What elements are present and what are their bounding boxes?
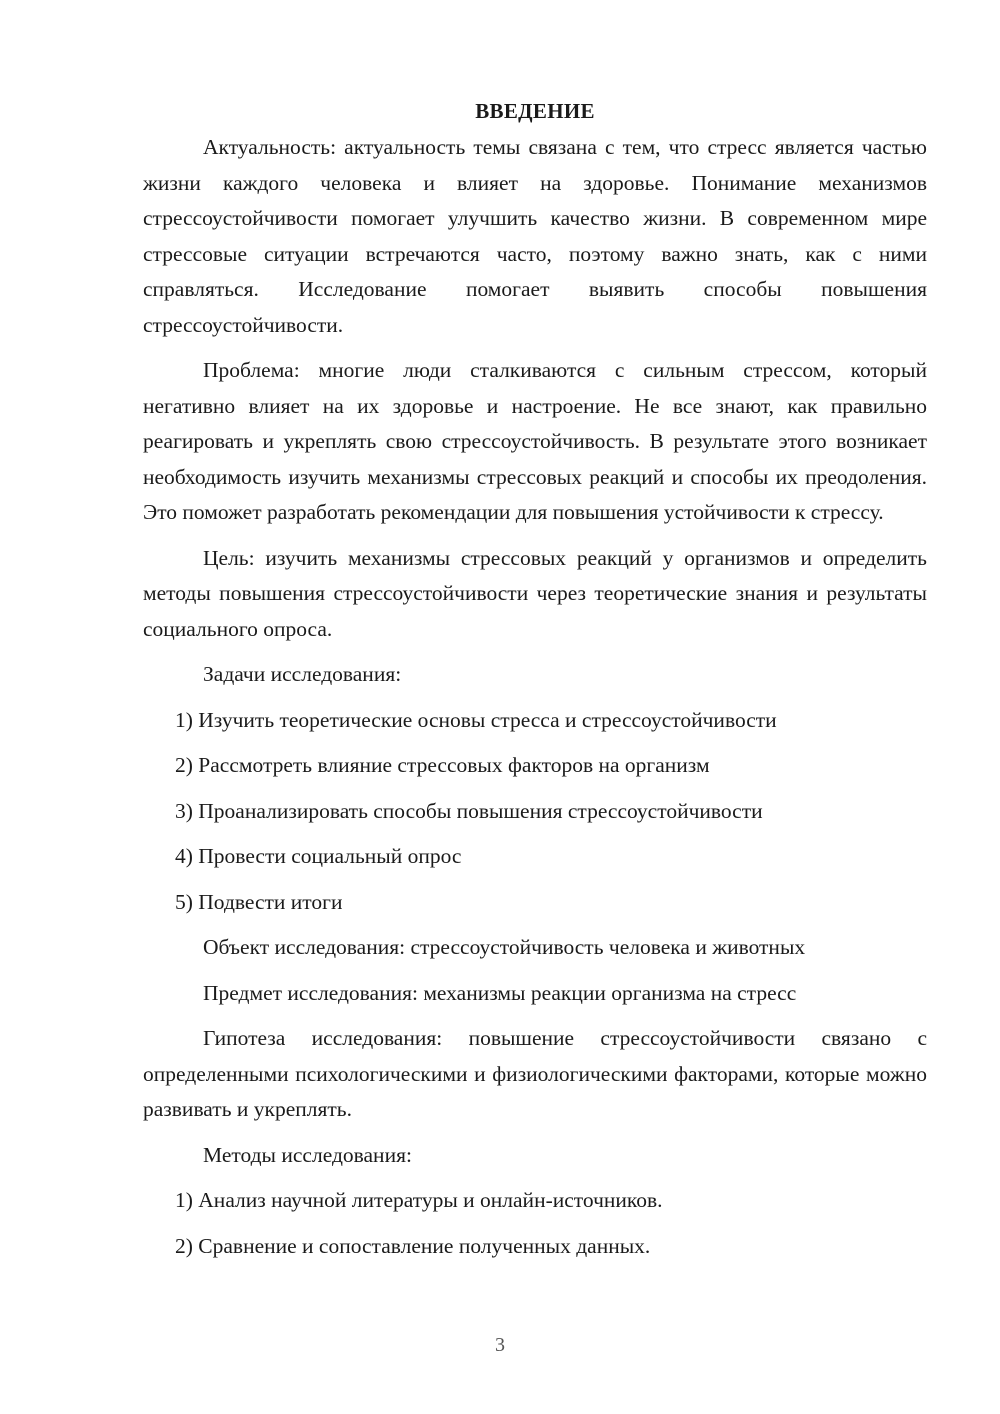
list-item: 5) Подвести итоги [175,889,343,914]
list-item: 4) Провести социальный опрос [175,844,462,868]
methods-list [143,1183,927,1264]
tasks-list [143,703,927,921]
section-title: ВВЕДЕНИЕ [475,99,595,123]
list-item: 1) Изучить теоретические основы стресса и стрессоустойчивости [175,707,777,732]
methods-heading: Методы исследования: [203,1142,412,1167]
object-line: Объект исследования: стрессоустойчивость человека и животных [203,935,806,959]
relevance-paragraph: Актуальность: актуальность темы связана с тем, что стресс является частью жизни каждого человека и влияет на здоровье. Понимание механизмов стрессоустойчивости помогает улучшить качество жизни. В современном мире стрессовые ситуации встречаются часто, поэтому важно знать, как с ними справляться. Исследование помогает выявить способы повышения стрессоустойчивости. [143,135,927,337]
document-page [143,96,927,1274]
page-number: 3 [495,1334,505,1356]
tasks-heading: Задачи исследования: [203,662,402,686]
problem-paragraph: Проблема: многие люди сталкиваются с сильным стрессом, который негативно влияет на их здоровье и настроение. Не все знают, как правильно реагировать и укреплять свою стрессоустойчивость. В результате этого возникает необходимость изучить механизмы стрессовых реакций и способы их преодоления. Это поможет разработать рекомендации для повышения устойчивости к стрессу. [143,358,927,524]
list-item: 3) Проанализировать способы повышения стрессоустойчивости [175,798,763,823]
list-item: 2) Сравнение и сопоставление полученных данных. [175,1233,651,1258]
subject-line: Предмет исследования: механизмы реакции организма на стресс [203,980,797,1005]
list-item: 1) Анализ научной литературы и онлайн-источников. [175,1188,663,1212]
list-item: 2) Рассмотреть влияние стрессовых факторов на организм [175,753,710,777]
goal-paragraph: Цель: изучить механизмы стрессовых реакций у организмов и определить методы повышения стрессоустойчивости через теоретические знания и результаты социального опроса. [143,545,927,641]
hypothesis-paragraph: Гипотеза исследования: повышение стрессоустойчивости связано с определенными психологическими и физиологическими факторами, которые можно развивать и укреплять. [143,1026,927,1121]
